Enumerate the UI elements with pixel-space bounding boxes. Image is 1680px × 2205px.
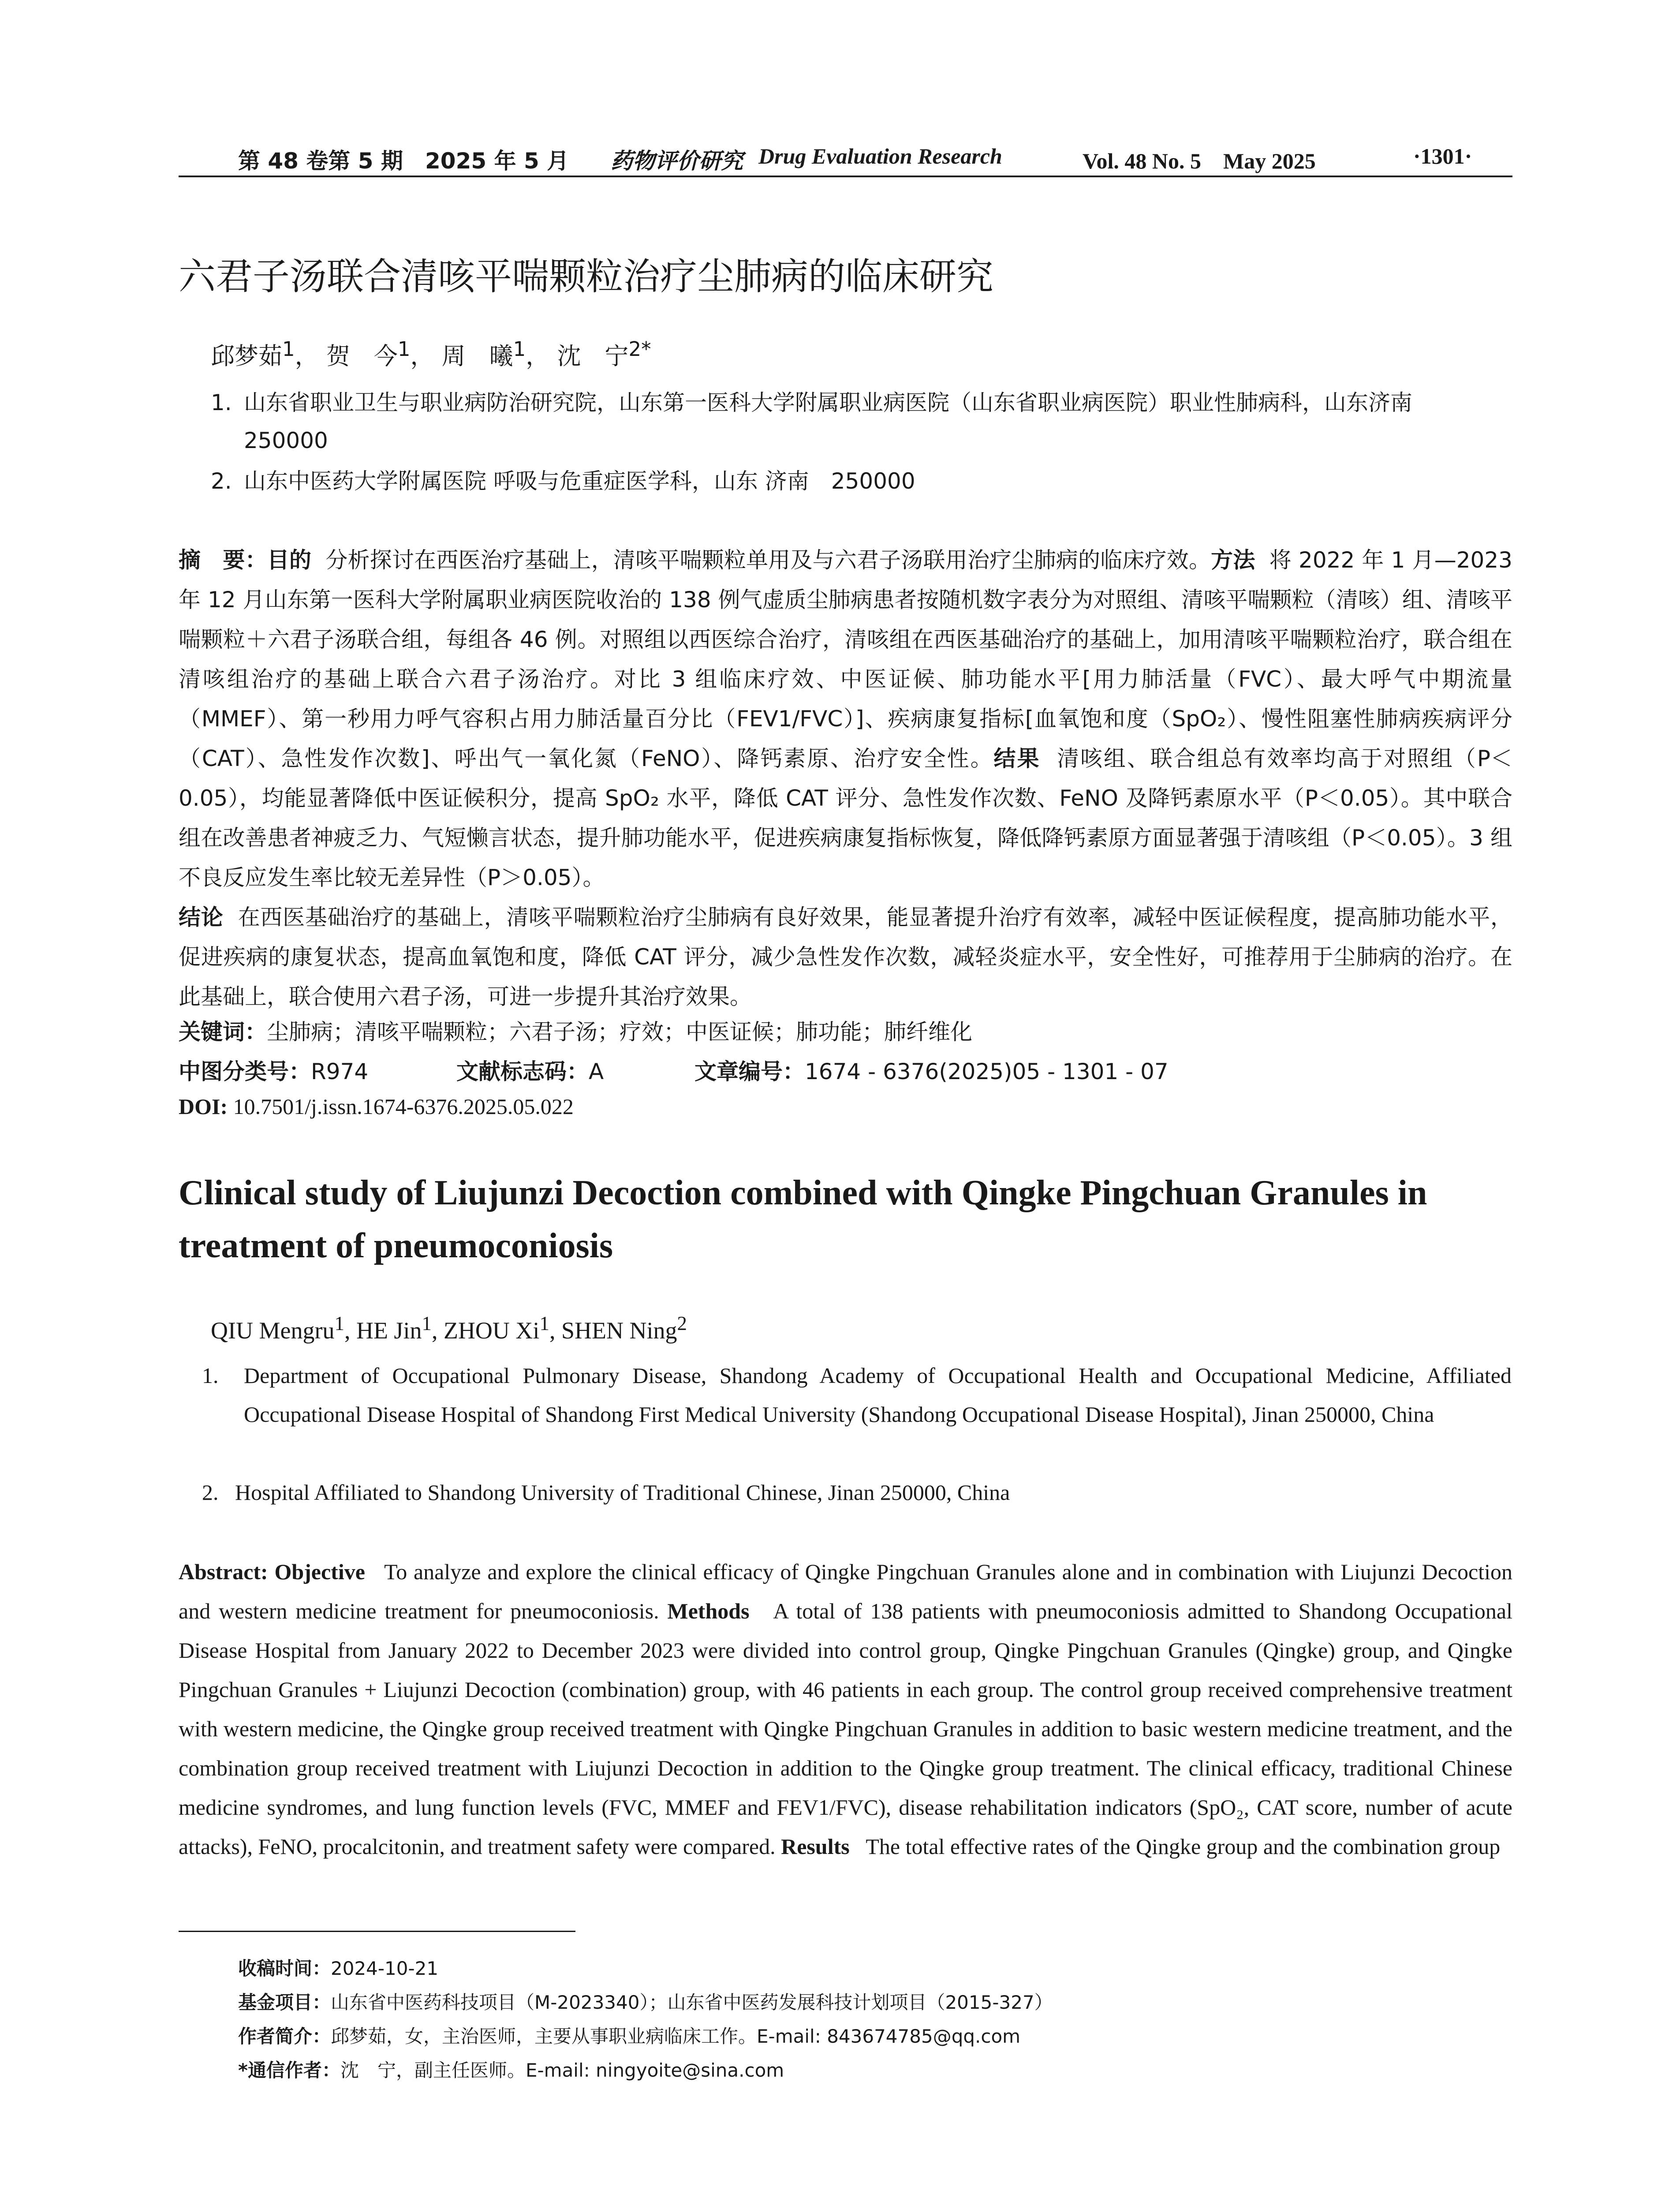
doc-code-label: 文献标志码： [456,1059,589,1084]
cn-affiliation-2 [211,462,1512,500]
results-label: 结果 [993,746,1041,771]
author-name: 邱梦茹 [211,342,282,370]
author-sep: ， [295,342,319,370]
author-name: QIU Mengru [211,1317,335,1344]
article-no-label: 文章编号： [694,1059,805,1084]
conclusion-text: 在西医基础治疗的基础上，清咳平喘颗粒治疗尘肺病有良好效果，能显著提升治疗有效率，减轻中医证候程度，提高肺功能水平，促进疾病的康复状态，提高血氧饱和度，降低 CAT 评分，减少急性发作次数，减轻炎症水平，安全性好，可推荐用于尘肺病的治疗。在此基础上，联合使用六君子汤，可进一步提升其治疗效果。 [179,904,1513,1009]
affiliation-number: 2. [211,468,232,494]
affiliation-text: Department of Occupational Pulmonary Disease, Shandong Academy of Occupational Health and Occupational Medicine, Affiliated Occupational Disease Hospital of Shandong First Medical University (Shandong Occupational Disease Hospital), Jinan 250000, China [244,1363,1512,1427]
footnote-label: 收稿时间： [238,1958,331,1979]
author-sep: ， [526,342,550,370]
affiliation-text: 山东省职业卫生与职业病防治研究院，山东第一医科大学附属职业病医院（山东省职业病医院）职业性肺病科，山东济南 250000 [244,390,1434,453]
en-authors [211,1312,687,1344]
footnote-label: 基金项目： [238,1992,331,2013]
methods-label: 方法 [1211,547,1255,573]
keywords [179,1014,972,1046]
author-sep: , [431,1317,444,1344]
footnote-funding [238,1985,1053,2019]
keywords-text: 尘肺病；清咳平喘颗粒；六君子汤；疗效；中医证候；肺功能；肺纤维化 [267,1019,972,1045]
objective-label: 目的 [267,547,312,573]
footnote-label: 作者简介： [238,2026,331,2047]
author-sup: 2 [677,1312,687,1334]
clc-value: R974 [311,1059,369,1084]
abstract-label: 摘 要： [179,547,267,573]
author-sep: , [549,1317,561,1344]
results-text: The total effective rates of the Qingke group and the combination group [866,1834,1501,1859]
en-affiliation-2 [202,1473,1512,1512]
footnote-label: *通信作者： [238,2059,340,2081]
article-no-value: 1674 - 6376(2025)05 - 1301 - 07 [805,1059,1169,1084]
methods-text: 将 2022 年 1 月—2023 年 12 月山东第一医科大学附属职业病医院收治的 138 例气虚质尘肺病患者按随机数字表分为对照组、清咳平喘颗粒（清咳）组、清咳平喘颗粒＋六君子汤联合组，每组各 46 例。对照组以西医综合治疗，清咳组在西医基础治疗的基础上，加用清咳平喘颗粒治疗，联合组在清咳组治疗的基础上联合六君子汤治疗。对比 3 组临床疗效、中医证候、肺功能水平[用力肺活量（FVC）、最大呼气中期流量（MMEF）、第一秒用力呼气容积占用力肺活量百分比（FEV1/FVC）]、疾病康复指标[血氧饱和度（SpO₂）、慢性阻塞性肺病疾病评分（CAT）、急性发作次数]、呼出气一氧化氮（FeNO）、降钙素原、治疗安全性。 [179,547,1512,771]
issue-cn: 第 48 卷第 5 期 2025 年 5 月 [238,148,569,174]
article-no-group [694,1054,1169,1086]
affiliation-number: 1. [211,390,232,415]
journal-logo: 药物评价研究 [611,148,743,174]
header-rule [179,176,1512,177]
author-name: 周 曦 [441,342,513,370]
cn-authors [211,337,651,371]
affiliation-text: 山东中医药大学附属医院 呼吸与危重症医学科，山东 济南 250000 [244,468,915,494]
author-name: ZHOU Xi [443,1317,540,1344]
classification-line [179,1054,1501,1085]
author-sup: 1 [282,337,295,361]
methods-text: A total of 138 patients with pneumoconiosis admitted to Shandong Occupational Disease Hospital from January 2022 to December 2023 were divided into control group, Qingke Pingchuan Granules (Qingke) group, and Qingke Pingchuan Granules + Liujunzi Decoction (combination) group, with 46 patients in each group. The control group received comprehensive treatment with western medicine, the Qingke group received treatment with Qingke Pingchuan Granules in addition to basic western medicine treatment, and the combination group received treatment with Liujunzi Decoction in addition to the Qingke group treatment. The clinical efficacy, traditional Chinese medicine syndromes, and lung function levels (FVC, MMEF and FEV1/FVC), disease rehabilitation indicators (SpO₂, CAT score, number of acute attacks), FeNO, procalcitonin, and treatment safety were compared. [179,1599,1513,1859]
footnote-text: 山东省中医药科技项目（M-2023340）；山东省中医药发展科技计划项目（2015-327） [331,1992,1053,2013]
doc-code-value: A [589,1059,604,1084]
author-sep: ， [410,342,434,370]
en-title: Clinical study of Liujunzi Decoction combined with Qingke Pingchuan Granules in treatment of pneumoconiosis [179,1174,1427,1265]
author-name: HE Jin [356,1317,422,1344]
author-name: SHEN Ning [561,1317,677,1344]
affiliation-number: 2. [202,1480,219,1505]
results-label: Results [781,1834,850,1859]
footnote-text: 2024-10-21 [331,1958,439,1979]
doc-code-group [456,1054,604,1086]
objective-label: Objective [274,1559,365,1584]
author-name: 贺 今 [326,342,398,370]
cn-abstract [179,540,1512,1017]
author-sup: 2* [628,337,651,361]
results-text: 清咳组、联合组总有效率均高于对照组（P＜0.05），均能显著降低中医证候积分，提高 SpO₂ 水平，降低 CAT 评分、急性发作次数、FeNO 及降钙素原水平（P＜0.05）。其中联合组在改善患者神疲乏力、气短懒言状态，提升肺功能水平，促进疾病康复指标恢复，降低降钙素原方面显著强于清咳组（P＜0.05）。3 组不良反应发生率比较无差异性（P＞0.05）。 [179,746,1512,890]
footnotes [238,1951,1053,2087]
cn-title: 六君子汤联合清咳平喘颗粒治疗尘肺病的临床研究 [179,255,994,298]
author-name: 沈 宁 [557,342,629,370]
affiliation-text: Hospital Affiliated to Shandong University of Traditional Chinese, Jinan 250000, China [235,1480,1010,1505]
en-abstract [179,1552,1512,1866]
footnote-text: 沈 宁，副主任医师。E-mail: ningyoite@sina.com [340,2059,784,2081]
page-number: ·1301· [1413,144,1472,168]
footnote-corresponding [238,2053,1053,2087]
author-sup: 1 [334,1312,344,1334]
running-header [179,143,1512,174]
clc-label: 中图分类号： [179,1059,311,1084]
affiliation-number: 1. [202,1363,219,1388]
doi-label: DOI: [179,1094,228,1119]
author-sup: 1 [397,337,411,361]
author-sup: 1 [539,1312,549,1334]
en-affiliation-1 [202,1356,1512,1434]
author-sup: 1 [422,1312,432,1334]
keywords-label: 关键词： [179,1019,267,1045]
abstract-label: Abstract: [179,1559,268,1584]
doi-line [179,1094,574,1119]
methods-label: Methods [667,1599,750,1623]
objective-text: 分析探讨在西医治疗基础上，清咳平喘颗粒单用及与六君子汤联用治疗尘肺病的临床疗效。 [325,547,1211,573]
journal-name-en: Drug Evaluation Research [758,144,1002,168]
footnote-received [238,1951,1053,1985]
issue-en: Vol. 48 No. 5 May 2025 [1083,149,1316,173]
conclusion-label: 结论 [179,904,224,930]
footnote-text: 邱梦茹，女，主治医师，主要从事职业病临床工作。E-mail: 843674785@qq.com [331,2026,1021,2047]
footnote-author-bio [238,2019,1053,2053]
author-sup: 1 [513,337,526,361]
objective-text: To analyze and explore the clinical efficacy of Qingke Pingchuan Granules alone and in combination with Liujunzi Decoction and western medicine treatment for pneumoconiosis. [179,1559,1512,1623]
doi-value: 10.7501/j.issn.1674-6376.2025.05.022 [233,1094,574,1119]
footnote-rule [179,1931,575,1932]
clc-group [179,1054,368,1086]
cn-affiliation-1 [211,384,1512,460]
author-sep: , [344,1317,356,1344]
